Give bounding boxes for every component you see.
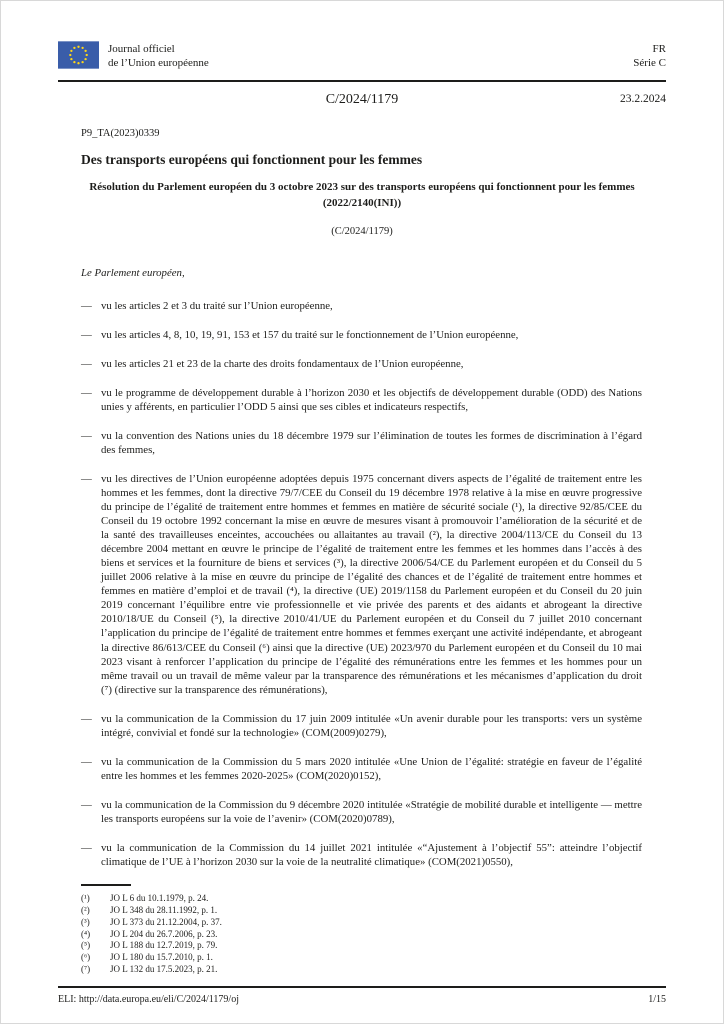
page-bottom [58,884,666,1023]
citation-text: vu les articles 21 et 23 de la charte des droits fondamentaux de l’Union européenne, [101,357,464,370]
footnotes-list [58,893,666,976]
footnote-marker: (⁷) [81,964,91,975]
citation-text: vu le programme de développement durable à l’horizon 2030 et les objectifs de développement durable (ODD) des Nations unies y afférents, en particulier l’ODD 5 ainsi que ses cibles et indicateurs respectifs, [101,387,642,414]
citation-text: vu les articles 2 et 3 du traité sur l’Union européenne, [101,299,333,312]
citation-item [81,841,642,869]
citation-text: vu la communication de la Commission du 9 décembre 2020 intitulée «Stratégie de mobilité durable et intelligente — mettre les transports européens sur la voie de l’avenir» (COM(2020)0789), [101,798,642,825]
document-title: Des transports européens qui fonctionnent pour les femmes [81,152,423,168]
citation-text: vu les directives de l’Union européenne adoptées depuis 1975 concernant divers aspects de l’égalité de traitement entre les hommes et les femmes, dont la directive 79/7/CEE du Conseil du 19 décembre 1978 relative à la mise en œuvre progressive du principe de l’égalité de traitement entre hommes et femmes en matière de sécurité sociale (¹), la directive 92/85/CEE du Conseil du 19 octobre 1992 concernant la mise en œuvre de mesures visant à promouvoir l’amélioration de la sécurité et de la santé des travailleuses enceintes, accouchées ou allaitantes au travail (²), la directive 2004/113/CE du Conseil du 13 décembre 2004 mettant en œuvre le principe de l’égalité de traitement entre les femmes et les hommes dans l’accès à des biens et services et la fourniture de biens et services (³), la directive 2006/54/CE du Parlement européen et du Conseil du 5 juillet 2006 relative à la mise en œuvre du principe de l’égalité des chances et de l’égalité de traitement entre hommes et femmes en matière d’emploi et de travail (⁴), la directive (UE) 2019/1158 du Parlement européen et du Conseil du 20 juin 2019 concernant l’équilibre entre vie professionnelle et vie privée des parents et des aidants et abrogeant la directive 2010/18/UE du Conseil (⁵), la directive 2010/41/UE du Parlement européen et du Conseil du 7 juillet 2010 concernant l’application du principe de l’égalité de traitement entre hommes et femmes exerçant une activité indépendante, et abrogeant la directive 86/613/CEE du Conseil (⁶) ainsi que la directive (UE) 2023/970 du Parlement européen et du Conseil du 10 mai 2023 visant à renforcer l’application du principe de l’égalité des rémunérations entre les femmes et les hommes pour un même travail ou un travail de même valeur par la transparence des rémunérations et les mécanismes d’application du droit (⁷) (directive sur la transparence des rémunérations), [101,473,642,696]
header-rule [58,80,666,82]
footnote-text: JO L 373 du 21.12.2004, p. 37. [110,916,222,927]
citation-text: vu la communication de la Commission du 5 mars 2020 intitulée «Une Union de l’égalité: stratégie en faveur de l’égalité entre les hommes et les femmes 2020-2025» (COM(2020)0152), [101,755,642,782]
footnote-row [58,940,666,952]
footnote-text: JO L 188 du 12.7.2019, p. 79. [110,940,218,951]
citation-text: vu la convention des Nations unies du 18 décembre 1979 sur l’élimination de toutes les formes de discrimination à l’égard des femmes, [101,430,642,457]
citation-dash: — [81,841,92,854]
footnote-text: JO L 204 du 26.7.2006, p. 23. [110,928,218,939]
footer [58,988,666,1023]
document-number-line [58,91,666,107]
citation-dash: — [81,299,92,312]
footnote-text: JO L 348 du 28.11.1992, p. 1. [110,904,218,915]
citation-item [81,357,642,371]
footnote-row [58,964,666,976]
footnote-row [58,952,666,964]
footnote-row [58,905,666,917]
procedure-reference: P9_TA(2023)0339 [81,128,160,140]
document-reference: (C/2024/1179) [331,225,393,237]
eli-link[interactable]: ELI: http://data.europa.eu/eli/C/2024/1179/oj [58,994,239,1005]
citation-item [81,798,642,826]
footnote-marker: (²) [81,904,90,915]
citation-dash: — [81,387,92,399]
intro-line: Le Parlement européen, [81,266,185,279]
citation-dash: — [81,328,92,341]
citation-dash: — [81,357,92,370]
citation-dash: — [81,798,92,811]
journal-title [108,41,209,71]
publication-date: 23.2.2024 [620,92,666,105]
citation-dash: — [81,473,92,486]
citation-item [81,386,642,414]
footnote-text: JO L 6 du 10.1.1979, p. 24. [110,892,209,903]
citations-list [81,299,642,869]
footnote-row [58,929,666,941]
citation-item [81,299,642,313]
eu-flag-icon [58,41,99,69]
header [58,41,666,71]
citation-text: vu les articles 4, 8, 10, 19, 91, 153 et 157 du traité sur le fonctionnement de l’Union européenne, [101,328,519,341]
footnote-marker: (³) [81,916,90,927]
citation-item [81,712,642,740]
header-right [633,41,666,71]
journal-title-line1: Journal officiel [108,43,175,55]
footnote-text: JO L 132 du 17.5.2023, p. 21. [110,964,218,975]
citation-dash: — [81,430,92,443]
citation-text: vu la communication de la Commission du 14 juillet 2021 intitulée «“Ajustement à l’objectif 55”: atteindre l’objectif climatique de l’UE à l’horizon 2030 sur la voie de la neutralité climatique» (COM(2021)0550), [101,841,642,868]
citation-item [81,328,642,342]
citation-item [81,472,642,697]
footnote-marker: (⁴) [81,928,91,939]
language-code: FR [652,43,666,55]
citation-item [81,429,642,457]
journal-title-line2: de l’Union européenne [108,57,209,70]
footnote-separator [81,884,131,886]
footnote-marker: (⁵) [81,940,91,951]
document-number: C/2024/1179 [325,91,399,107]
citation-dash: — [81,755,92,768]
footnote-text: JO L 180 du 15.7.2010, p. 1. [110,952,213,963]
document-subtitle: Résolution du Parlement européen du 3 octobre 2023 sur des transports européens qui fonctionnent pour les femmes (2022/2140(INI)) [89,181,635,209]
page-number: 1/15 [648,994,666,1005]
citation-dash: — [81,712,92,725]
citation-text: vu la communication de la Commission du 17 juin 2009 intitulée «Un avenir durable pour les transports: vers un système intégré, convivial et fondé sur la technologie» (COM(2009)0279), [101,712,642,739]
footnote-row [58,893,666,905]
citation-item [81,755,642,783]
footnote-marker: (¹) [81,892,90,903]
footnote-marker: (⁶) [81,952,91,963]
footnote-row [58,917,666,929]
series-label: Série C [633,57,666,70]
